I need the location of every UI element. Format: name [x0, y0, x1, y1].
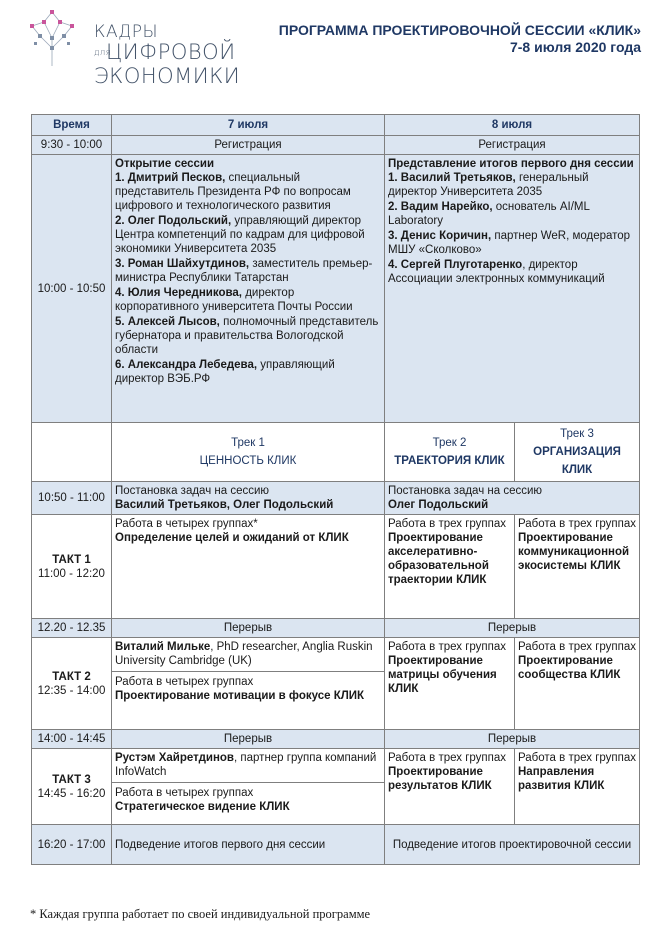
registration-day2: Регистрация [385, 136, 640, 155]
program-dates: 7-8 июля 2020 года [509, 39, 641, 55]
row-time: 14:00 - 14:45 [32, 730, 112, 749]
takt3-track3: Работа в трех группах Направления развития КЛИК [515, 749, 640, 825]
closing-day2: Подведение итогов проектировочной сессии [385, 825, 640, 865]
takt1-track1: Работа в четырех группах* Определение целей и ожиданий от КЛИК [112, 515, 385, 619]
table-row [32, 136, 640, 155]
opening-day1-cell [112, 155, 385, 423]
table-row [32, 825, 640, 865]
takt3-row [32, 749, 640, 825]
page-title [279, 22, 641, 56]
takt3-track2: Работа в трех группах Проектирование результатов КЛИК [385, 749, 515, 825]
speaker-item: 4. Юлия Чередникова, директор корпоративного университета Почты России [115, 287, 353, 313]
speaker-item: 1. Василий Третьяков, генеральный директор Университета 2035 [388, 172, 589, 198]
table-row [32, 619, 640, 638]
break-day1: Перерыв [112, 619, 385, 638]
tasks-day1: Постановка задач на сессию Василий Третьяков, Олег Подольский [112, 482, 385, 515]
row-time: 12.20 - 12.35 [32, 619, 112, 638]
tasks-day2: Постановка задач на сессию Олег Подольский [385, 482, 640, 515]
track-3-header: Трек 3 ОРГАНИЗАЦИЯ КЛИК [515, 423, 640, 482]
registration-day1: Регистрация [112, 136, 385, 155]
takt2-track1: Виталий Мильке, PhD researcher, Anglia Ruskin University Cambridge (UK) Работа в четырех группах Проектирование мотивации в фокусе КЛИК [112, 638, 385, 730]
speaker-item: 2. Вадим Нарейко, основатель AI/ML Laboratory [388, 201, 590, 227]
break-day1: Перерыв [112, 730, 385, 749]
col-day2-header: 8 июля [385, 115, 640, 136]
opening-day2-cell [385, 155, 640, 423]
speaker-item: 2. Олег Подольский, управляющий директор Центра компетенций по кадрам для цифровой экономики Университета 2035 [115, 215, 365, 255]
takt2-time: ТАКТ 2 12:35 - 14:00 [32, 638, 112, 730]
table-row [32, 155, 640, 423]
logo-tree-icon [26, 8, 78, 68]
opening-title: Представление итогов первого дня сессии [388, 158, 634, 170]
takt1-row [32, 515, 640, 619]
speaker-item: 3. Денис Коричин, партнер WeR, модератор МШУ «Сколково» [388, 230, 631, 256]
row-time: 10:00 - 10:50 [32, 155, 112, 423]
speaker-item: 6. Александра Лебедева, управляющий директор ВЭБ.РФ [115, 359, 335, 385]
speaker-item: 1. Дмитрий Песков, специальный представитель Президента РФ по вопросам цифрового и технологического развития [115, 172, 351, 212]
logo [26, 8, 256, 88]
speaker-item: 4. Сергей Плуготаренко, директор Ассоциации электронных коммуникаций [388, 259, 605, 285]
takt2-track3: Работа в трех группах Проектирование сообщества КЛИК [515, 638, 640, 730]
program-title: ПРОГРАММА ПРОЕКТИРОВОЧНОЙ СЕССИИ «КЛИК» [278, 22, 641, 38]
track-1-header: Трек 1 ЦЕННОСТЬ КЛИК [112, 423, 385, 482]
table-row [32, 730, 640, 749]
takt1-track2: Работа в трех группах Проектирование акселеративно-образовательной траектории КЛИК [385, 515, 515, 619]
row-time: 10:50 - 11:00 [32, 482, 112, 515]
takt2-row [32, 638, 640, 730]
table-row [32, 482, 640, 515]
logo-line3: ЭКОНОМИКИ [94, 64, 241, 88]
speaker-item: 5. Алексей Лысов, полномочный представитель губернатора и правительства Вологодской области [115, 316, 379, 356]
break-day2: Перерыв [385, 730, 640, 749]
takt3-time: ТАКТ 3 14:45 - 16:20 [32, 749, 112, 825]
tracks-row [32, 423, 640, 482]
footnote: * Каждая группа работает по своей индивидуальной программе [30, 907, 371, 921]
break-day2: Перерыв [385, 619, 640, 638]
takt1-track3: Работа в трех группах Проектирование коммуникационной экосистемы КЛИК [515, 515, 640, 619]
takt3-track1: Рустэм Хайретдинов, партнер группа компаний InfoWatch Работа в четырех группах Стратегическое видение КЛИК [112, 749, 385, 825]
speaker-item: 3. Роман Шайхутдинов, заместитель премьер-министра Республики Татарстан [115, 258, 373, 284]
logo-line1: КАДРЫ [94, 22, 159, 42]
opening-title: Открытие сессии [115, 158, 215, 170]
col-day1-header: 7 июля [112, 115, 385, 136]
row-time: 9:30 - 10:00 [32, 136, 112, 155]
row-time: 16:20 - 17:00 [32, 825, 112, 865]
closing-day1: Подведение итогов первого дня сессии [112, 825, 385, 865]
logo-line2: ЦИФРОВОЙ [106, 40, 236, 64]
takt2-track2: Работа в трех группах Проектирование матрицы обучения КЛИК [385, 638, 515, 730]
takt1-time: ТАКТ 1 11:00 - 12:20 [32, 515, 112, 619]
logo-prefix: ДЛЯ [94, 48, 112, 57]
col-time-header: Время [32, 115, 112, 136]
track-2-header: Трек 2 ТРАЕКТОРИЯ КЛИК [385, 423, 515, 482]
schedule-table [31, 114, 640, 865]
table-header-row [32, 115, 640, 136]
